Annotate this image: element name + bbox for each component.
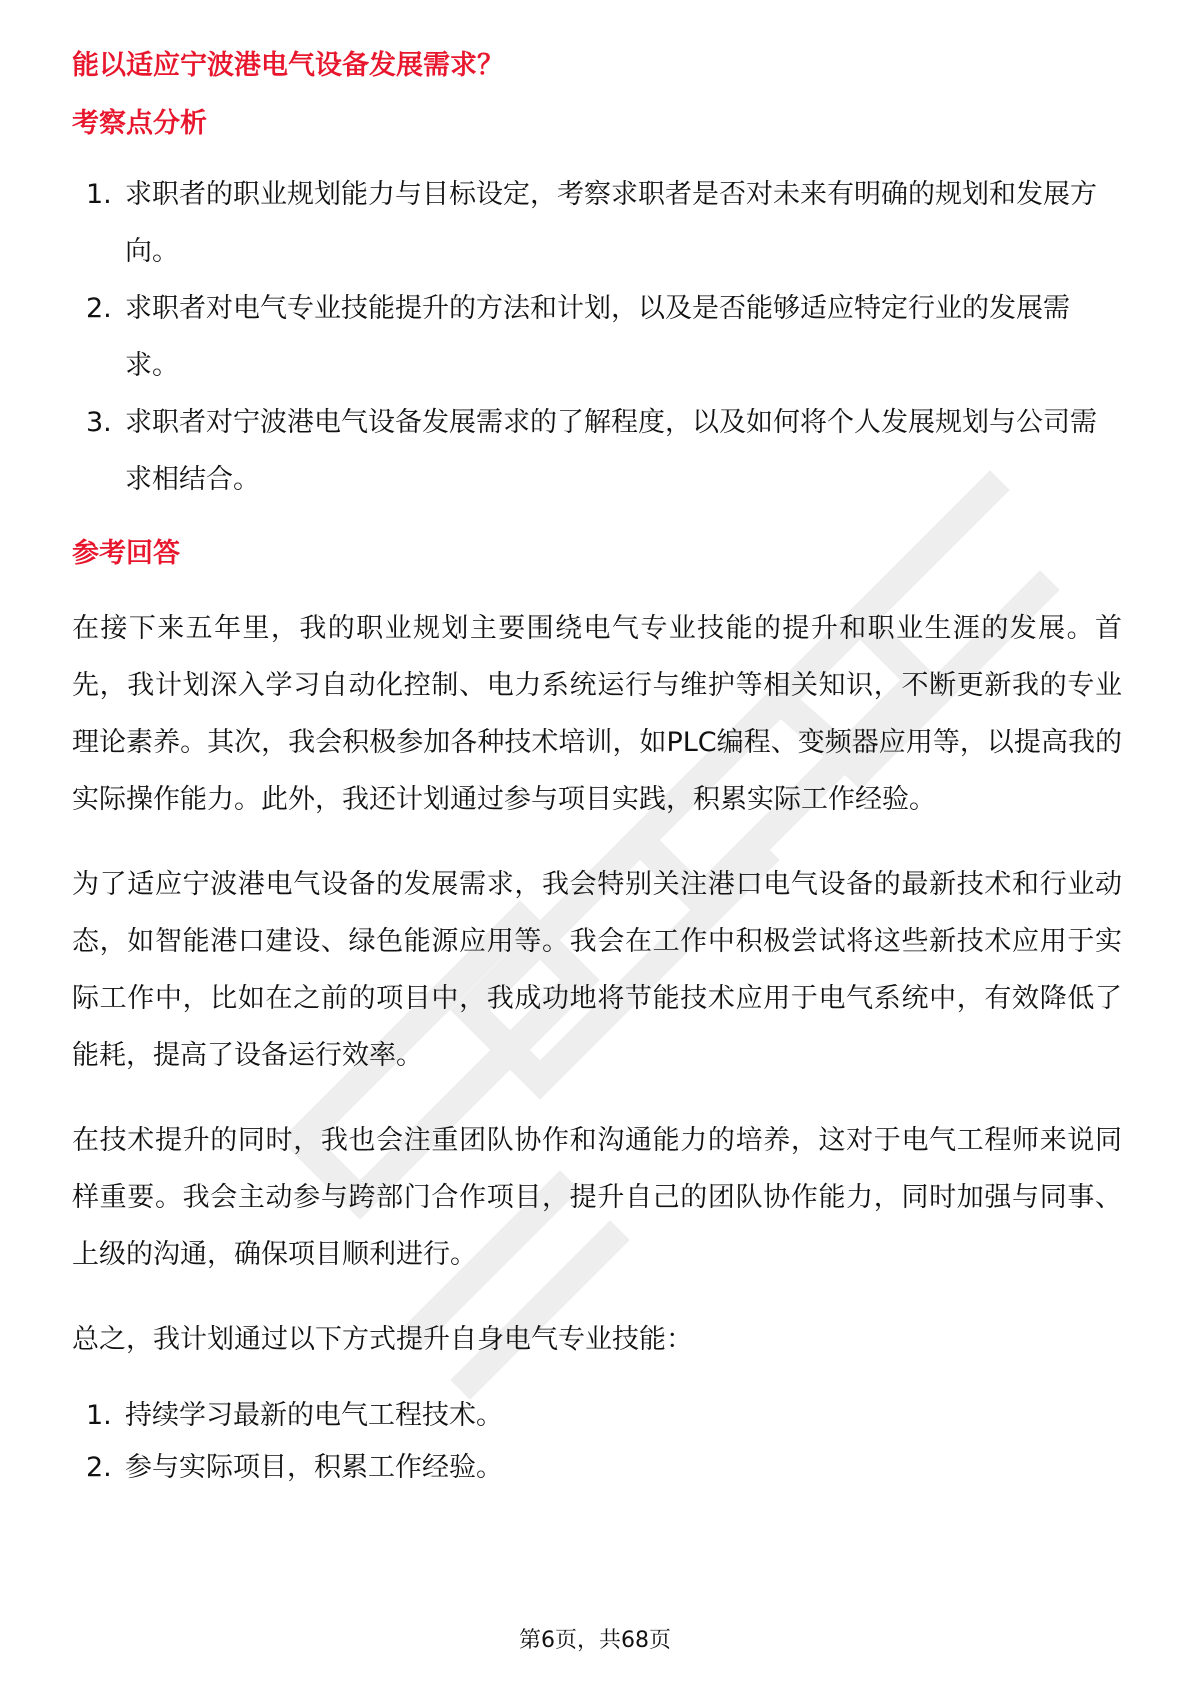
analysis-heading: 考察点分析: [72, 108, 207, 139]
list-item-number: 2.: [86, 1452, 112, 1483]
list-item-number: 2.: [86, 293, 112, 324]
document-content: [72, 46, 1122, 1494]
list-item: [72, 166, 1122, 280]
answer-heading: 参考回答: [72, 538, 180, 569]
answer-paragraph-2: 为了适应宁波港电气设备的发展需求，我会特别关注港口电气设备的最新技术和行业动态，如智能港口建设、绿色能源应用等。我会在工作中积极尝试将这些新技术应用于实际工作中，比如在之前的项目中，我成功地将节能技术应用于电气系统中，有效降低了能耗，提高了设备运行效率。: [72, 869, 1122, 1071]
list-item: [72, 1442, 1122, 1494]
list-item-text: 求职者对电气专业技能提升的方法和计划，以及是否能够适应特定行业的发展需求。: [125, 293, 1070, 381]
list-item: [72, 1390, 1122, 1442]
list-item-text: 持续学习最新的电气工程技术。: [125, 1400, 503, 1431]
analysis-list: [72, 166, 1122, 508]
list-item-text: 求职者的职业规划能力与目标设定，考察求职者是否对未来有明确的规划和发展方向。: [125, 179, 1097, 267]
list-item-number: 3.: [86, 407, 112, 438]
list-item: [72, 280, 1122, 394]
list-item-text: 求职者对宁波港电气设备发展需求的了解程度，以及如何将个人发展规划与公司需求相结合。: [125, 407, 1097, 495]
page-number-footer: 第6页，共68页: [519, 1628, 671, 1653]
question-heading-tail: 能以适应宁波港电气设备发展需求？: [72, 50, 504, 81]
list-item-number: 1.: [86, 179, 112, 210]
list-item-number: 1.: [86, 1400, 112, 1431]
list-item-text: 参与实际项目，积累工作经验。: [125, 1452, 503, 1483]
summary-list: [72, 1390, 1122, 1494]
list-item: [72, 394, 1122, 508]
answer-paragraph-1: 在接下来五年里，我的职业规划主要围绕电气专业技能的提升和职业生涯的发展。首先，我计划深入学习自动化控制、电力系统运行与维护等相关知识，不断更新我的专业理论素养。其次，我会积极参加各种技术培训，如PLC编程、变频器应用等，以提高我的实际操作能力。此外，我还计划通过参与项目实践，积累实际工作经验。: [72, 613, 1122, 815]
answer-paragraph-4: 总之，我计划通过以下方式提升自身电气专业技能：: [72, 1324, 693, 1355]
answer-paragraph-3: 在技术提升的同时，我也会注重团队协作和沟通能力的培养，这对于电气工程师来说同样重要。我会主动参与跨部门合作项目，提升自己的团队协作能力，同时加强与同事、上级的沟通，确保项目顺利进行。: [72, 1125, 1122, 1270]
